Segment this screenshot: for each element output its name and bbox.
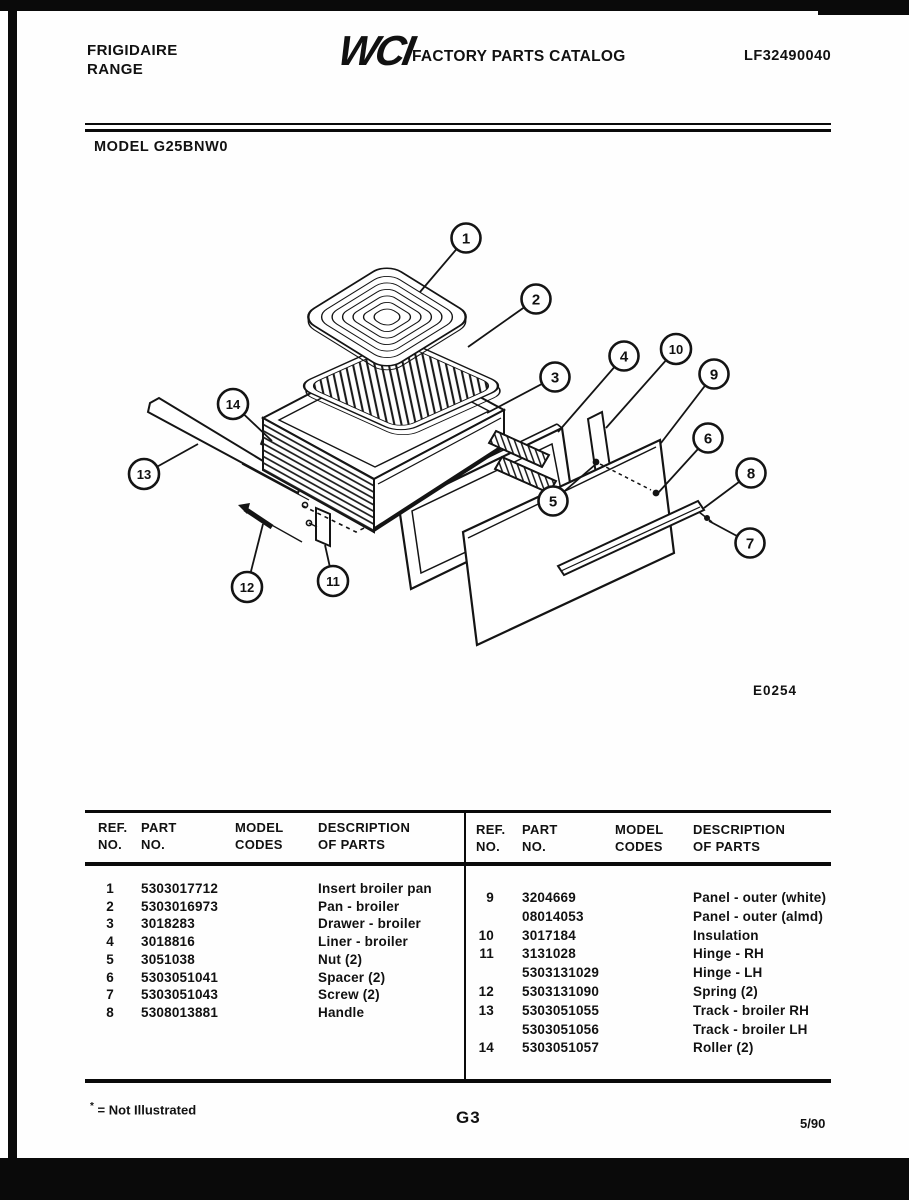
catalog-title: FACTORY PARTS CATALOG xyxy=(412,48,626,65)
callout-label: 5 xyxy=(548,493,558,511)
table-row: 14 5303051057 Roller (2) xyxy=(478,1040,754,1056)
table-row: 9 3204669 Panel - outer (white) xyxy=(486,890,827,905)
exploded-parts-diagram xyxy=(0,200,909,720)
callout-10 xyxy=(661,334,691,364)
doc-number: LF32490040 xyxy=(744,48,832,64)
callout-11 xyxy=(318,566,348,596)
callout-label: 9 xyxy=(709,366,719,384)
table-row: 11 3131028 Hinge - RH xyxy=(479,946,764,962)
page-code: G3 xyxy=(456,1108,481,1127)
callout-label: 2 xyxy=(531,291,541,309)
callout-label: 3 xyxy=(550,369,560,387)
table-rule-top xyxy=(85,810,831,813)
callout-label: 11 xyxy=(326,574,340,589)
callout-label: 6 xyxy=(703,430,713,448)
callout-4 xyxy=(610,342,639,371)
callout-12 xyxy=(232,572,262,602)
insert-pan-part xyxy=(300,263,474,375)
table-rule-bottom xyxy=(85,1079,831,1083)
callout-label: 4 xyxy=(619,348,629,366)
callout-7 xyxy=(736,529,765,558)
table-row: 12 5303131090 Spring (2) xyxy=(478,984,758,999)
callout-label: 10 xyxy=(668,342,684,357)
callout-1 xyxy=(452,224,481,253)
callout-label: 14 xyxy=(225,397,241,412)
callout-label: 7 xyxy=(745,535,755,553)
scan-edge-top-right xyxy=(818,0,909,15)
callout-13 xyxy=(129,459,159,489)
table-row: 5303051056 Track - broiler LH xyxy=(522,1021,808,1037)
note-text: = Not Illustrated xyxy=(97,1102,197,1118)
figure-code: E0254 xyxy=(753,683,798,698)
table-row: 5303131029 Hinge - LH xyxy=(522,965,763,981)
callout-14 xyxy=(218,389,248,419)
screw-part xyxy=(699,512,712,522)
date-code: 5/90 xyxy=(800,1116,826,1131)
col-header-codes: MODEL CODES xyxy=(235,820,284,852)
wci-logo: WCI xyxy=(334,27,416,74)
table-rule-header xyxy=(85,862,831,866)
table-row: 3 3018283 Drawer - broiler xyxy=(106,916,421,932)
callout-8 xyxy=(737,459,766,488)
callout-6 xyxy=(694,424,723,453)
table-row: 10 3017184 Insulation xyxy=(478,927,759,943)
spring-part xyxy=(238,503,302,542)
brand-block xyxy=(87,41,178,79)
col-header-ref: REF. NO. xyxy=(476,822,506,854)
col-header-ref: REF. NO. xyxy=(98,820,128,852)
col-header-part: PART NO. xyxy=(141,820,177,852)
table-row: 5 3051038 Nut (2) xyxy=(106,951,363,967)
not-illustrated-note xyxy=(90,1101,196,1117)
callout-label: 1 xyxy=(461,230,471,248)
callout-label: 8 xyxy=(746,465,756,483)
table-row: 2 5303016973 Pan - broiler xyxy=(106,898,400,914)
scan-edge-bottom xyxy=(0,1158,909,1200)
scan-edge-top xyxy=(0,0,909,11)
table-row: 13 5303051055 Track - broiler RH xyxy=(478,1002,810,1018)
table-row: 1 5303017712 Insert broiler pan xyxy=(106,881,432,896)
table-row: 8 5308013881 Handle xyxy=(106,1004,365,1020)
col-header-codes: MODEL CODES xyxy=(615,822,664,854)
table-row: 08014053 Panel - outer (almd) xyxy=(522,908,824,924)
callout-3 xyxy=(541,363,570,392)
model-line: MODEL G25BNW0 xyxy=(94,139,229,155)
table-row: 4 3018816 Liner - broiler xyxy=(106,934,409,950)
callout-label: 12 xyxy=(239,580,255,595)
hinge-part xyxy=(302,502,330,546)
note-star: * xyxy=(90,1101,94,1112)
header-rule xyxy=(85,123,831,132)
callout-2 xyxy=(522,285,551,314)
table-row: 6 5303051041 Spacer (2) xyxy=(106,969,386,985)
col-header-desc: DESCRIPTION OF PARTS xyxy=(318,820,411,852)
brand-line2: RANGE xyxy=(87,61,144,78)
callout-9 xyxy=(700,360,729,389)
col-header-desc: DESCRIPTION OF PARTS xyxy=(693,822,786,854)
callout-label: 13 xyxy=(136,467,152,482)
brand-line1: FRIGIDAIRE xyxy=(87,42,178,59)
table-row: 7 5303051043 Screw (2) xyxy=(106,987,380,1003)
col-header-part: PART NO. xyxy=(522,822,558,854)
callout-5 xyxy=(539,487,568,516)
